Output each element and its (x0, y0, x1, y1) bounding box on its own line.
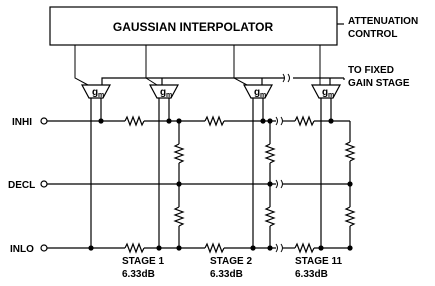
decl-label: DECL (8, 180, 36, 191)
gm-cell-2-subscript: m (166, 92, 173, 99)
decl-terminal (8, 180, 47, 191)
inhi-terminal (12, 117, 47, 128)
gm-cell-1-subscript: m (98, 92, 105, 99)
stage-1-gain: 6.33dB (122, 269, 155, 280)
attenuation-control-line1: ATTENUATION (348, 16, 419, 27)
stage-11-name: STAGE 11 (295, 256, 343, 267)
gm-cell-1-label: g (92, 87, 99, 98)
stage-2-gain: 6.33dB (210, 269, 243, 280)
inlo-terminal (10, 244, 47, 255)
stage-11-gain: 6.33dB (295, 269, 328, 280)
inhi-rail (47, 117, 350, 142)
gm-cell-4-subscript: m (328, 92, 335, 99)
control-lines (75, 45, 320, 85)
inlo-label: INLO (10, 244, 34, 255)
gm-cell-4 (312, 85, 340, 99)
gm-cell-3 (244, 85, 272, 99)
gm-output-bus (102, 74, 344, 85)
gm-cell-4-label: g (322, 87, 329, 98)
attenuation-control-line2: CONTROL (348, 29, 398, 40)
gm-cell-2 (150, 85, 178, 99)
gm-cell-3-subscript: m (260, 92, 267, 99)
gm-cell-1 (82, 85, 110, 99)
stage-2-name: STAGE 2 (210, 256, 253, 267)
inhi-label: INHI (12, 117, 32, 128)
fixed-gain-line2: GAIN STAGE (348, 78, 410, 89)
gaussian-interpolator-label: GAUSSIAN INTERPOLATOR (112, 20, 274, 34)
gm-cell-2-label: g (160, 87, 167, 98)
fixed-gain-line1: TO FIXED (348, 65, 394, 76)
decl-rail (47, 180, 350, 188)
stage-1-name: STAGE 1 (122, 256, 165, 267)
gm-cell-3-label: g (254, 87, 261, 98)
